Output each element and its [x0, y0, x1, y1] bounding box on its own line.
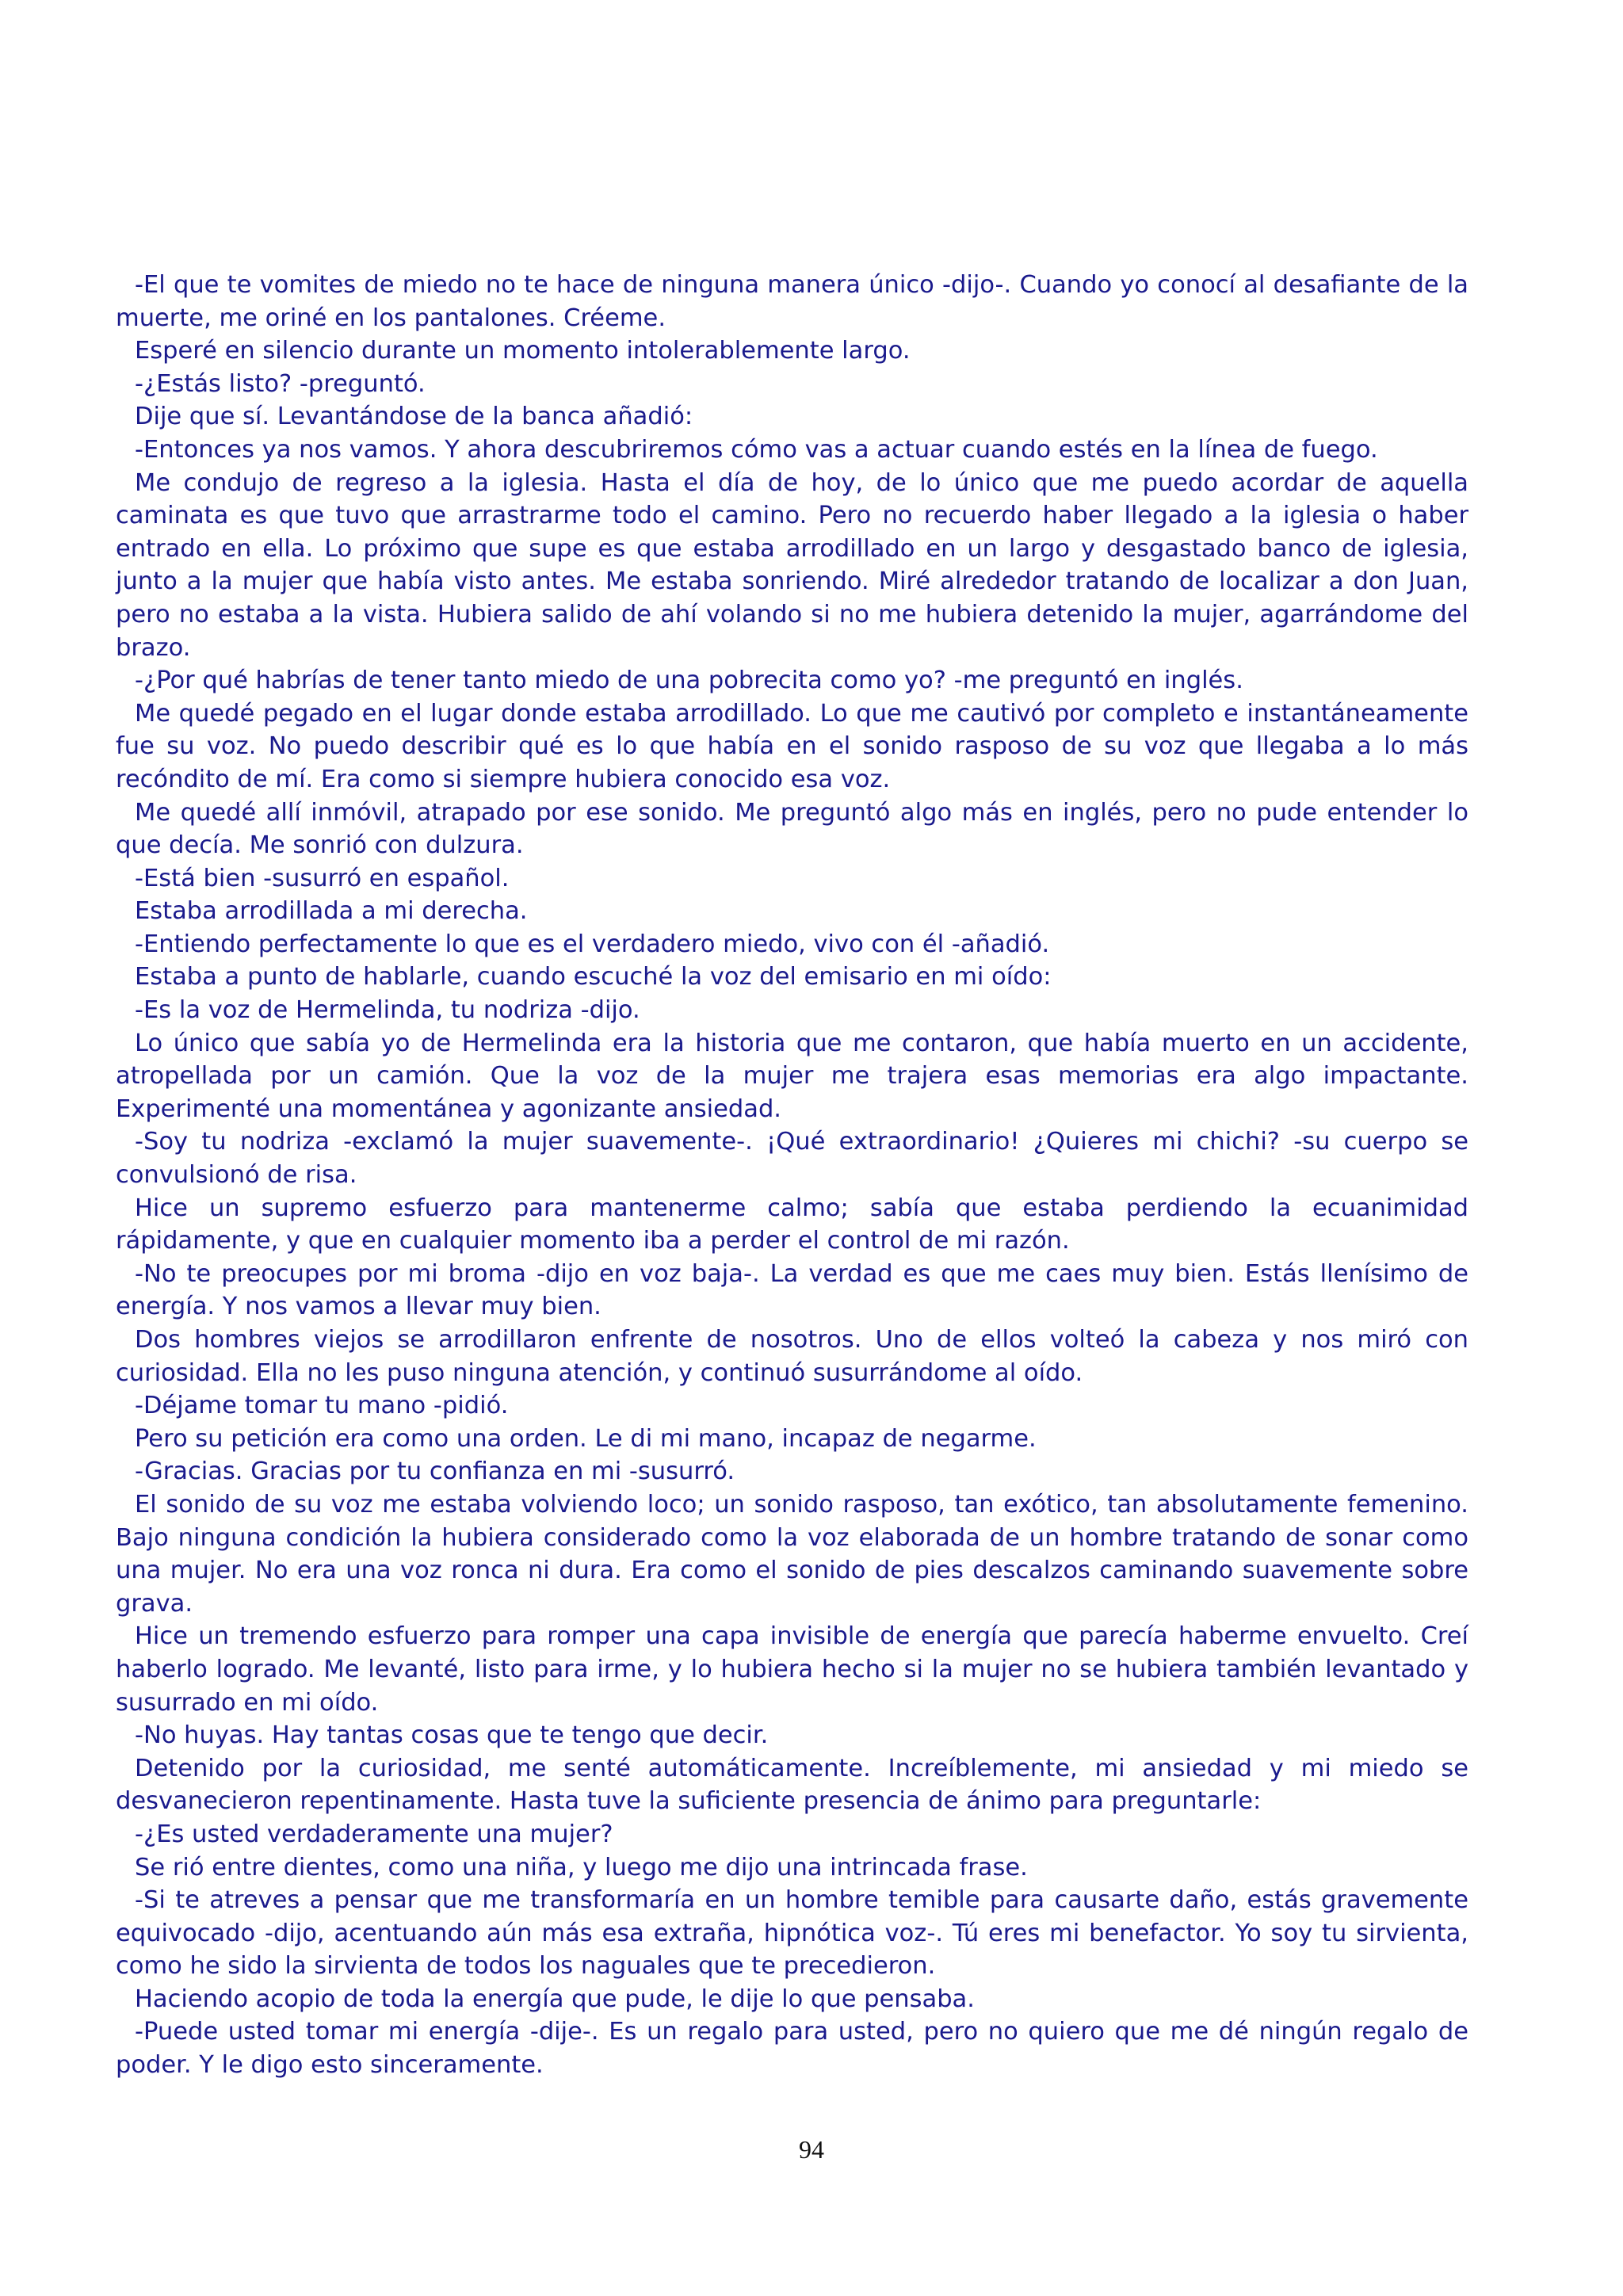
- paragraph: -Gracias. Gracias por tu confianza en mi -susurró.: [135, 1457, 735, 1486]
- paragraph: Me condujo de regreso a la iglesia. Hasta el día de hoy, de lo único que me puedo acordar de aquella caminata es que tuvo que arrastrarme todo el camino. Pero no recuerdo haber llegado a la iglesia o haber entrado en ella. Lo próximo que supe es que estaba arrodillado en un largo y desgastado banco de iglesia, junto a la mujer que había visto antes. Me estaba sonriendo. Miré alrededor tratando de localizar a don Juan, pero no estaba a la vista. Hubiera salido de ahí volando si no me hubiera detenido la mujer, agarrándome del brazo.: [116, 468, 1468, 662]
- paragraph: -Puede usted tomar mi energía -dije-. Es un regalo para usted, pero no quiero que me dé ningún regalo de poder. Y le digo esto sinceramente.: [116, 2018, 1468, 2080]
- paragraph: Me quedé allí inmóvil, atrapado por ese sonido. Me preguntó algo más en inglés, pero no pude entender lo que decía. Me sonrió con dulzura.: [116, 798, 1468, 860]
- paragraph: -Soy tu nodriza -exclamó la mujer suavemente-. ¡Qué extraordinario! ¿Quieres mi chichi? -su cuerpo se convulsionó de risa.: [116, 1128, 1468, 1190]
- paragraph: -Está bien -susurró en español.: [135, 864, 510, 892]
- paragraph: Me quedé pegado en el lugar donde estaba arrodillado. Lo que me cautivó por completo e instantáneamente fue su voz. No puedo describir qué es lo que había en el sonido rasposo de su voz que llegaba a lo más recóndito de mí. Era como si siempre hubiera conocido esa voz.: [116, 699, 1468, 793]
- paragraph: Lo único que sabía yo de Hermelinda era la historia que me contaron, que había muerto en un accidente, atropellada por un camión. Que la voz de la mujer me trajera esas memorias era algo impactante. Experimenté una momentánea y agonizante ansiedad.: [116, 1029, 1468, 1123]
- paragraph: -¿Por qué habrías de tener tanto miedo de una pobrecita como yo? -me preguntó en inglés.: [135, 667, 1243, 695]
- body-text: [116, 269, 1468, 2082]
- paragraph: Esperé en silencio durante un momento intolerablemente largo.: [135, 337, 911, 365]
- paragraph: Haciendo acopio de toda la energía que pude, le dije lo que pensaba.: [135, 1985, 975, 2013]
- paragraph: -Si te atreves a pensar que me transformaría en un hombre temible para causarte daño, estás gravemente equivocado -dijo, acentuando aún más esa extraña, hipnótica voz-. Tú eres mi benefactor. Yo soy tu sirvienta, como he sido la sirvienta de todos los naguales que te precedieron.: [116, 1886, 1468, 1981]
- paragraph: Hice un supremo esfuerzo para mantenerme calmo; sabía que estaba perdiendo la ecuanimidad rápidamente, y que en cualquier momento iba a perder el control de mi razón.: [116, 1194, 1468, 1255]
- paragraph: Se rió entre dientes, como una niña, y luego me dijo una intrincada frase.: [135, 1853, 1028, 1881]
- paragraph: -Déjame tomar tu mano -pidió.: [135, 1392, 509, 1420]
- paragraph: -¿Estás listo? -preguntó.: [135, 369, 426, 398]
- paragraph: El sonido de su voz me estaba volviendo loco; un sonido rasposo, tan exótico, tan absolutamente femenino. Bajo ninguna condición la hubiera considerado como la voz elaborada de un hombre tratando de sonar como una mujer. No era una voz ronca ni dura. Era como el sonido de pies descalzos caminando suavemente sobre grava.: [116, 1490, 1468, 1618]
- paragraph: -El que te vomites de miedo no te hace de ninguna manera único -dijo-. Cuando yo conocí al desafiante de la muerte, me oriné en los pantalones. Créeme.: [116, 271, 1468, 332]
- paragraph: Dos hombres viejos se arrodillaron enfrente de nosotros. Uno de ellos volteó la cabeza y nos miró con curiosidad. Ella no les puso ninguna atención, y continuó susurrándome al oído.: [116, 1326, 1468, 1387]
- paragraph: -No huyas. Hay tantas cosas que te tengo que decir.: [135, 1721, 769, 1750]
- paragraph: Dije que sí. Levantándose de la banca añadió:: [135, 403, 693, 431]
- paragraph: -Entonces ya nos vamos. Y ahora descubriremos cómo vas a actuar cuando estés en la línea de fuego.: [135, 435, 1378, 464]
- paragraph: -No te preocupes por mi broma -dijo en voz baja-. La verdad es que me caes muy bien. Estás llenísimo de energía. Y nos vamos a llevar muy bien.: [116, 1259, 1468, 1321]
- paragraph: -Es la voz de Hermelinda, tu nodriza -dijo.: [135, 996, 640, 1025]
- paragraph: Pero su petición era como una orden. Le di mi mano, incapaz de negarme.: [135, 1424, 1037, 1453]
- paragraph: Estaba arrodillada a mi derecha.: [135, 897, 528, 926]
- paragraph: Estaba a punto de hablarle, cuando escuché la voz del emisario en mi oído:: [135, 963, 1052, 991]
- paragraph: -¿Es usted verdaderamente una mujer?: [135, 1820, 613, 1848]
- paragraph: Hice un tremendo esfuerzo para romper una capa invisible de energía que parecía haberme envuelto. Creí haberlo logrado. Me levanté, listo para irme, y lo hubiera hecho si la mujer no se hubiera también levantado y susurrado en mi oído.: [116, 1622, 1468, 1717]
- paragraph: -Entiendo perfectamente lo que es el verdadero miedo, vivo con él -añadió.: [135, 930, 1050, 958]
- page-number: 94: [799, 2135, 824, 2164]
- paragraph: Detenido por la curiosidad, me senté automáticamente. Increíblemente, mi ansiedad y mi miedo se desvanecieron repentinamente. Hasta tuve la suficiente presencia de ánimo para preguntarle:: [116, 1754, 1468, 1816]
